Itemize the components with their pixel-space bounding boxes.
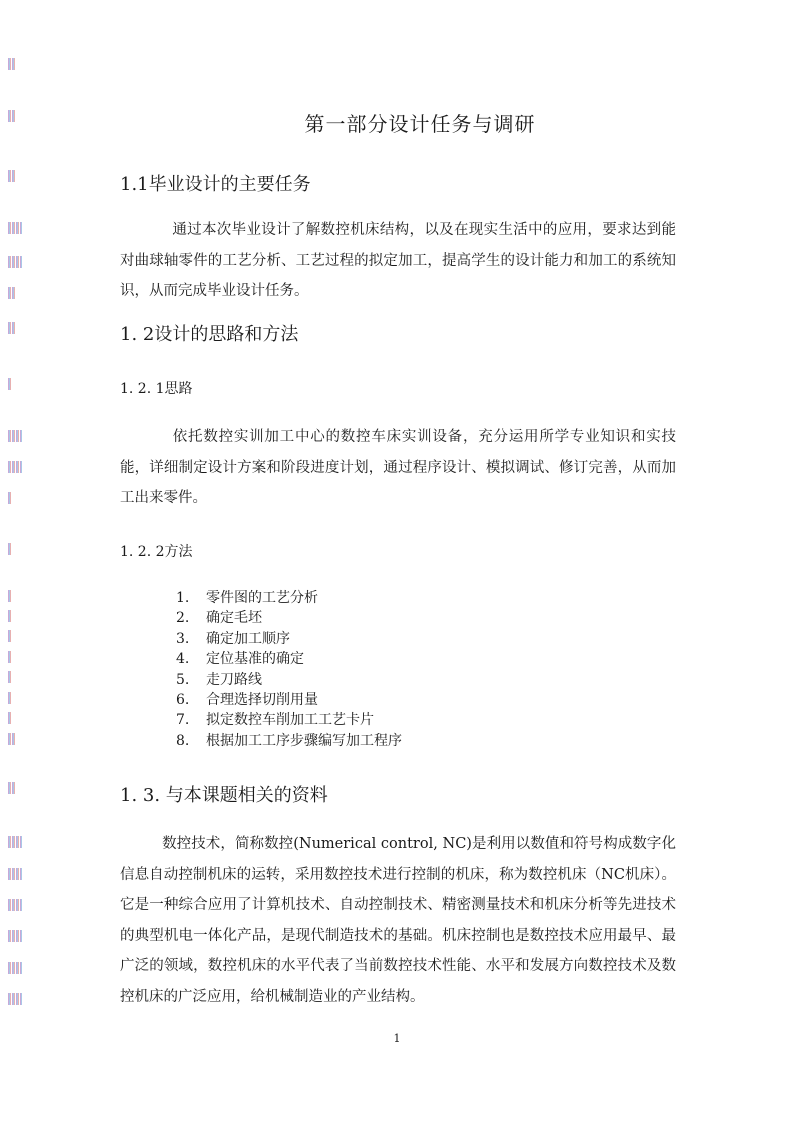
- list-item: 5. 走刀路线: [176, 671, 262, 688]
- paragraph-text: 通过本次毕业设计了解数控机床结构，以及在现实生活中的应用，要求达到能对曲球轴零件的工艺分析、工艺过程的拟定加工，提高学生的设计能力和加工的系统知识，从而完成毕业设计任务。: [120, 222, 676, 299]
- margin-mark: [8, 671, 12, 683]
- paragraph-main-task: [120, 215, 676, 307]
- paragraph-text: 依托数控实训加工中心的数控车床实训设备，充分运用所学专业知识和实技能，详细制定设计方案和阶段进度计划，通过程序设计、模拟调试、修订完善，从而加工出来零件。: [120, 429, 676, 506]
- list-item: 4. 定位基准的确定: [176, 651, 304, 668]
- margin-mark: [8, 222, 22, 234]
- list-item: 2. 确定毛坯: [176, 610, 262, 627]
- list-item: 6. 合理选择切削用量: [176, 692, 318, 709]
- margin-mark: [8, 868, 22, 880]
- margin-mark: [8, 287, 15, 299]
- margin-mark: [8, 461, 22, 473]
- margin-mark: [8, 543, 11, 555]
- margin-mark: [8, 630, 12, 642]
- margin-mark: [8, 378, 11, 390]
- margin-mark: [8, 430, 22, 442]
- margin-mark: [8, 256, 22, 268]
- method-list: [176, 588, 402, 751]
- margin-mark: [8, 58, 15, 70]
- margin-mark: [8, 899, 22, 911]
- section-heading-references: 1. 3. 与本课题相关的资料: [120, 785, 328, 806]
- section-heading-main-task: 1.1毕业设计的主要任务: [120, 174, 311, 195]
- margin-mark: [8, 651, 12, 663]
- margin-mark: [8, 322, 15, 334]
- margin-mark: [8, 733, 15, 745]
- section-heading-approach: 1. 2设计的思路和方法: [120, 324, 299, 345]
- margin-mark: [8, 993, 22, 1005]
- margin-mark: [8, 492, 12, 504]
- margin-revision-marks: [4, 0, 24, 1123]
- margin-mark: [8, 836, 22, 848]
- page-number: 1: [393, 1032, 401, 1045]
- margin-mark: [8, 170, 15, 182]
- list-item: 1. 零件图的工艺分析: [176, 590, 318, 606]
- list-item: 8. 根据加工工序步骤编写加工程序: [176, 732, 402, 749]
- margin-mark: [8, 782, 15, 794]
- margin-mark: [8, 590, 12, 602]
- list-item: 3. 确定加工顺序: [176, 630, 290, 647]
- paragraph-text: 数控技术，简称数控(Numerical control, NC)是利用以数值和符号构成数字化信息自动控制机床的运转，采用数控技术进行控制的机床，称为数控机床（NC机床）。它是一种综合应用了计算机技术、自动控制技术、精密测量技术和机床分析等先进技术的典型机电一体化产品，是现代制造技术的基础。机床控制也是数控技术应用最早、最广泛的领域，数控机床的水平代表了当前数控技术性能、水平和发展方向数控技术及数控机床的广泛应用，给机械制造业的产业结构。: [120, 836, 676, 1005]
- list-item: 7. 拟定数控车削加工工艺卡片: [176, 712, 374, 729]
- margin-mark: [8, 930, 22, 942]
- paragraph-idea: [120, 422, 676, 514]
- margin-mark: [8, 712, 12, 724]
- subsection-heading-method: 1. 2. 2方法: [120, 544, 193, 560]
- subsection-heading-idea: 1. 2. 1思路: [120, 381, 193, 397]
- margin-mark: [8, 962, 22, 974]
- margin-mark: [8, 692, 12, 704]
- paragraph-references: [120, 829, 676, 1012]
- margin-mark: [8, 610, 12, 622]
- page-title: 第一部分设计任务与调研: [304, 112, 536, 136]
